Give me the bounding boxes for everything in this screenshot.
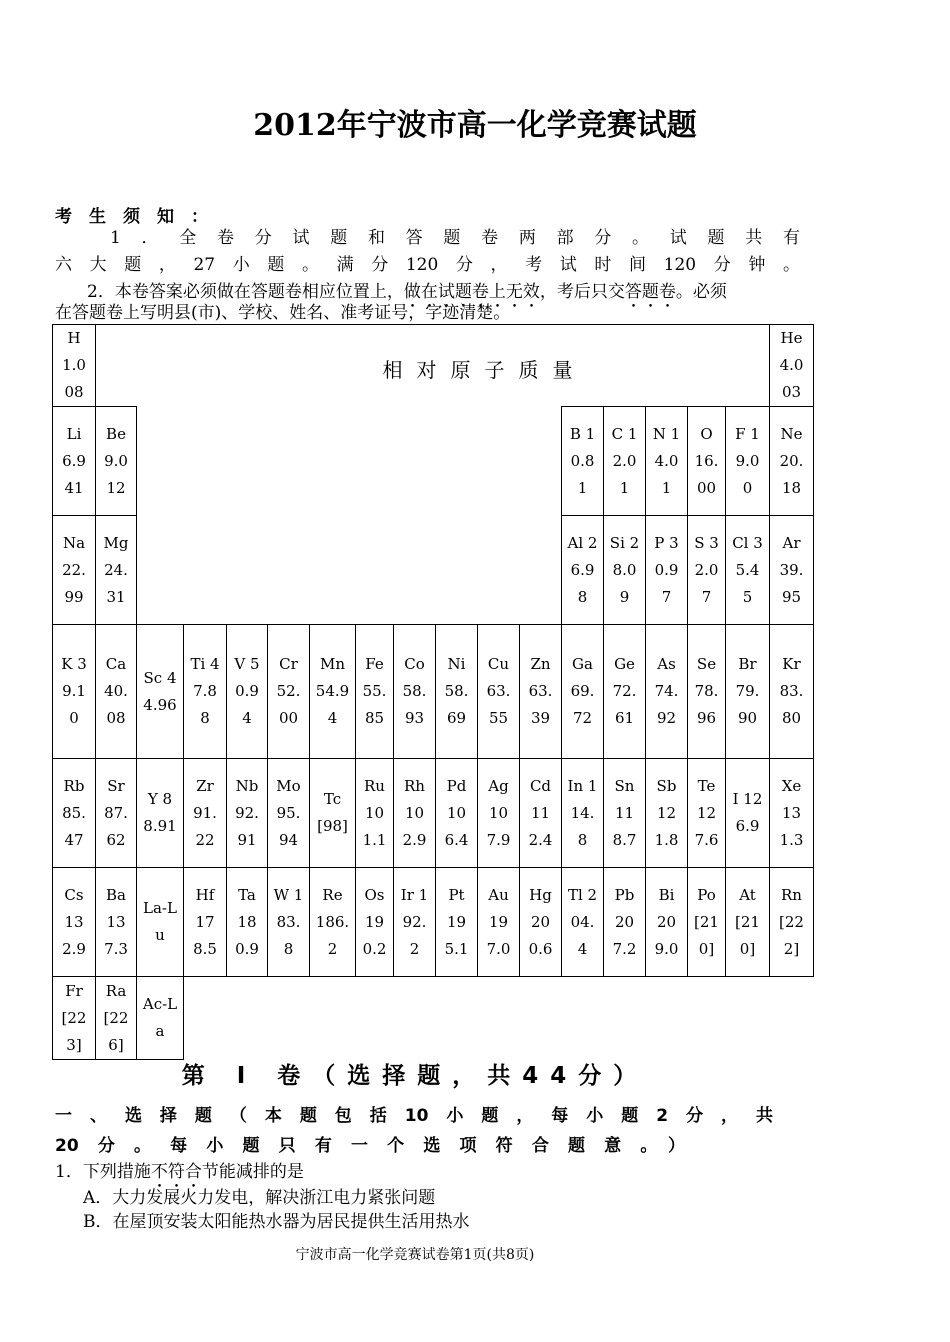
element-cell-at xyxy=(725,867,770,977)
element-cell-na xyxy=(52,515,96,625)
element-cell-ta xyxy=(226,867,268,977)
element-cell-he xyxy=(769,324,814,407)
element-cell-cr xyxy=(267,624,310,759)
element-label-re: Re 186.2 xyxy=(315,885,350,958)
element-cell-pb xyxy=(603,867,646,977)
element-label-li: Li 6.941 xyxy=(62,424,86,497)
element-cell-sc xyxy=(136,624,184,759)
element-label-h: H 1.008 xyxy=(62,329,86,401)
element-cell-cl xyxy=(725,515,770,625)
element-label-cu: Cu 63.55 xyxy=(486,655,511,727)
element-cell-mo xyxy=(267,758,310,868)
element-cell-fr xyxy=(52,976,96,1060)
element-cell-os xyxy=(355,867,394,977)
element-label-lalu: La-Lu xyxy=(143,899,177,944)
element-label-ne: Ne 20.18 xyxy=(779,424,804,497)
element-cell-si xyxy=(603,515,646,625)
section-instruction-line-1: 一、选择题（本题包括10小题，每小题2分，共 xyxy=(55,1106,773,1126)
element-cell-rb xyxy=(52,758,96,868)
element-cell-y xyxy=(136,758,184,868)
element-label-w: W 183.8 xyxy=(273,885,304,958)
element-label-al: Al 26.98 xyxy=(567,533,598,606)
element-label-mg: Mg 24.31 xyxy=(103,533,129,606)
question-1-pre: 1．下列措施 xyxy=(55,1162,151,1182)
element-cell-sr xyxy=(95,758,137,868)
notice-item-2-mid: 考后只交 xyxy=(556,282,625,302)
element-cell-cs xyxy=(52,867,96,977)
element-cell-ni xyxy=(435,624,478,759)
element-cell-ga xyxy=(561,624,604,759)
element-cell-co xyxy=(393,624,436,759)
element-label-s: S 32.07 xyxy=(694,533,719,606)
element-cell-o xyxy=(687,406,726,516)
element-label-be: Be 9.012 xyxy=(104,424,128,497)
element-label-ru: Ru 101.1 xyxy=(362,776,387,849)
element-label-hf: Hf 178.5 xyxy=(193,885,217,958)
periodic-table-title: 相对原子质量 xyxy=(382,358,587,382)
element-label-bi: Bi 209.0 xyxy=(654,885,679,958)
element-cell-po xyxy=(687,867,726,977)
element-label-rn: Rn [222] xyxy=(779,885,804,958)
element-cell-hf xyxy=(183,867,227,977)
element-label-sb: Sb 121.8 xyxy=(654,776,679,849)
element-label-ir: Ir 192.2 xyxy=(400,885,429,958)
element-cell-mg xyxy=(95,515,137,625)
element-cell-pd xyxy=(435,758,478,868)
notice-heading: 考生须知： xyxy=(55,207,225,227)
element-label-na: Na 22.99 xyxy=(62,533,86,606)
element-label-tc: Tc [98] xyxy=(317,790,348,835)
element-cell-bi xyxy=(645,867,688,977)
element-cell-nb xyxy=(226,758,268,868)
element-label-xe: Xe 131.3 xyxy=(779,776,804,849)
element-label-in: In 114.8 xyxy=(567,776,598,849)
element-label-co: Co 58.93 xyxy=(402,655,427,727)
element-label-os: Os 190.2 xyxy=(362,885,387,958)
element-label-ni: Ni 58.69 xyxy=(444,655,469,727)
element-label-cd: Cd 112.4 xyxy=(528,776,553,849)
element-label-pb: Pb 207.2 xyxy=(612,885,637,958)
section-title: 第 I 卷（选择题，共44分） xyxy=(181,1063,649,1089)
element-label-f: F 19.00 xyxy=(735,424,760,497)
element-cell-au xyxy=(477,867,520,977)
element-cell-p xyxy=(645,515,688,625)
element-label-acla: Ac-La xyxy=(142,995,178,1040)
element-cell-f xyxy=(725,406,770,516)
element-cell-ir xyxy=(393,867,436,977)
element-cell-pt xyxy=(435,867,478,977)
element-cell-as xyxy=(645,624,688,759)
element-label-tl: Tl 204.4 xyxy=(567,885,598,958)
element-cell-fe xyxy=(355,624,394,759)
page-footer: 宁波市高一化学竞赛试卷第1页(共8页) xyxy=(295,1247,535,1263)
periodic-table-top-frame xyxy=(52,324,813,406)
section-instruction-line-2: 20分。每小题只有一个选项符合题意。） xyxy=(55,1136,685,1156)
notice-item-1-line-2: 六大题，27小题。满分120分，考试时间120分钟。 xyxy=(55,255,800,275)
element-cell-k xyxy=(52,624,96,759)
element-cell-be xyxy=(95,406,137,516)
element-cell-cu xyxy=(477,624,520,759)
element-label-si: Si 28.09 xyxy=(609,533,640,606)
notice-item-1-line-1: 1．全卷分试题和答题卷两部分。试题共有 xyxy=(110,228,800,248)
element-label-ra: Ra [226] xyxy=(103,981,129,1054)
element-cell-cd xyxy=(519,758,562,868)
element-cell-sn xyxy=(603,758,646,868)
element-label-pd: Pd 106.4 xyxy=(444,776,469,849)
element-label-ca: Ca 40.08 xyxy=(104,655,128,727)
element-cell-hg xyxy=(519,867,562,977)
element-cell-xe xyxy=(769,758,814,868)
element-label-nb: Nb 92.91 xyxy=(235,776,259,849)
element-label-he: He 4.003 xyxy=(779,329,804,401)
element-label-sn: Sn 118.7 xyxy=(612,776,637,849)
element-cell-s xyxy=(687,515,726,625)
element-label-au: Au 197.0 xyxy=(486,885,511,958)
periodic-table xyxy=(52,324,813,1059)
element-cell-ar xyxy=(769,515,814,625)
element-label-kr: Kr 83.80 xyxy=(779,655,804,727)
element-label-zr: Zr 91.22 xyxy=(193,776,217,849)
element-cell-h xyxy=(52,324,96,407)
element-label-ti: Ti 47.88 xyxy=(190,655,220,727)
element-label-b: B 10.81 xyxy=(569,424,596,497)
element-label-sc: Sc 44.96 xyxy=(143,668,177,714)
element-cell-ge xyxy=(603,624,646,759)
element-cell-li xyxy=(52,406,96,516)
element-label-rb: Rb 85.47 xyxy=(62,776,86,849)
element-cell-acla xyxy=(136,976,184,1060)
element-cell-kr xyxy=(769,624,814,759)
element-cell-v xyxy=(226,624,268,759)
element-label-br: Br 79.90 xyxy=(735,655,760,727)
element-label-fr: Fr [223] xyxy=(61,981,87,1054)
element-label-as: As 74.92 xyxy=(654,655,679,727)
element-cell-ba xyxy=(95,867,137,977)
element-cell-ti xyxy=(183,624,227,759)
notice-item-2-emphasis-2: 答题卷 xyxy=(624,282,676,302)
element-label-at: At [210] xyxy=(735,885,760,958)
notice-item-2-pre: 2．本卷答案必须做在答题卷相应位置上， xyxy=(87,282,404,302)
notice-item-2-line-2: 在答题卷上写明县(市)、学校、姓名、准考证号，字迹清楚。 xyxy=(55,303,511,323)
element-label-ar: Ar 39.95 xyxy=(779,533,804,606)
element-label-fe: Fe 55.85 xyxy=(362,655,387,727)
element-label-hg: Hg 200.6 xyxy=(528,885,553,958)
element-label-c: C 12.01 xyxy=(611,424,638,497)
element-label-se: Se 78.96 xyxy=(694,655,719,727)
element-label-ag: Ag 107.9 xyxy=(486,776,511,849)
question-1-emphasis: 不符合 xyxy=(150,1162,202,1182)
element-label-ge: Ge 72.61 xyxy=(612,655,637,727)
element-label-po: Po [210] xyxy=(694,885,719,958)
element-label-i: I 126.9 xyxy=(732,790,763,835)
element-label-zn: Zn 63.39 xyxy=(528,655,553,727)
element-cell-in xyxy=(561,758,604,868)
element-label-ta: Ta 180.9 xyxy=(235,885,259,958)
element-cell-ru xyxy=(355,758,394,868)
page-title: 2012年宁波市高一化学竞赛试题 xyxy=(253,108,697,143)
element-cell-ra xyxy=(95,976,137,1060)
element-cell-b xyxy=(561,406,604,516)
element-cell-rh xyxy=(393,758,436,868)
element-cell-ag xyxy=(477,758,520,868)
question-1-post: 节能减排的是 xyxy=(201,1162,304,1182)
element-cell-tc xyxy=(309,758,356,868)
element-label-y: Y 88.91 xyxy=(143,790,177,835)
element-cell-mn xyxy=(309,624,356,759)
element-cell-ca xyxy=(95,624,137,759)
element-cell-br xyxy=(725,624,770,759)
element-label-mo: Mo 95.94 xyxy=(276,776,301,849)
element-cell-tl xyxy=(561,867,604,977)
element-cell-sb xyxy=(645,758,688,868)
element-cell-rn xyxy=(769,867,814,977)
element-cell-ne xyxy=(769,406,814,516)
element-label-k: K 39.10 xyxy=(61,655,87,727)
element-cell-al xyxy=(561,515,604,625)
element-cell-te xyxy=(687,758,726,868)
element-label-cs: Cs 132.9 xyxy=(62,885,86,958)
question-1-option-a: A．大力发展火力发电，解决浙江电力紧张问题 xyxy=(83,1188,436,1208)
element-label-cr: Cr 52.00 xyxy=(276,655,301,727)
element-cell-lalu xyxy=(136,867,184,977)
element-label-n: N 14.01 xyxy=(652,424,681,497)
element-label-ba: Ba 137.3 xyxy=(104,885,128,958)
element-label-mn: Mn 54.94 xyxy=(315,655,350,727)
element-label-te: Te 127.6 xyxy=(694,776,719,849)
notice-item-2-emphasis: 做在试题卷上无效， xyxy=(403,282,557,302)
element-cell-w xyxy=(267,867,310,977)
element-label-pt: Pt 195.1 xyxy=(444,885,469,958)
element-label-sr: Sr 87.62 xyxy=(104,776,128,849)
element-cell-re xyxy=(309,867,356,977)
element-cell-c xyxy=(603,406,646,516)
element-cell-se xyxy=(687,624,726,759)
element-label-v: V 50.94 xyxy=(234,655,260,727)
element-label-rh: Rh 102.9 xyxy=(402,776,427,849)
question-1-option-b: B．在屋顶安装太阳能热水器为居民提供生活用热水 xyxy=(83,1212,470,1232)
element-cell-zn xyxy=(519,624,562,759)
element-cell-i xyxy=(725,758,770,868)
element-label-p: P 30.97 xyxy=(654,533,679,606)
element-cell-zr xyxy=(183,758,227,868)
element-label-cl: Cl 35.45 xyxy=(732,533,763,606)
notice-item-2-post: 。必须 xyxy=(675,282,727,302)
element-label-o: O 16.00 xyxy=(694,424,719,497)
element-cell-n xyxy=(645,406,688,516)
element-label-ga: Ga 69.72 xyxy=(570,655,595,727)
